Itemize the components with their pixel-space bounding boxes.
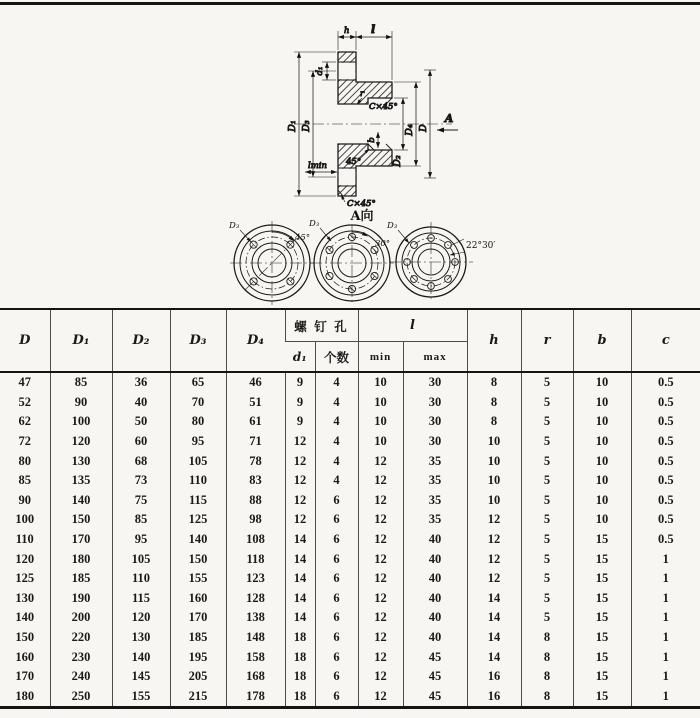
table-cell: 65 xyxy=(170,372,226,393)
table-cell: 60 xyxy=(112,432,170,452)
table-cell: 130 xyxy=(112,628,170,648)
table-cell: 108 xyxy=(226,530,285,550)
table-cell: 90 xyxy=(18,492,31,507)
table-cell: 12 xyxy=(358,589,403,609)
table-row xyxy=(0,451,700,471)
table-cell: 8 xyxy=(521,628,573,648)
table-cell: 10 xyxy=(573,393,631,413)
table-cell: 155 xyxy=(170,569,226,589)
table-cell: 5 xyxy=(521,491,573,511)
col-header-D2: D₂ xyxy=(112,309,170,372)
table-cell: 1 xyxy=(631,647,700,667)
table-cell: 78 xyxy=(226,451,285,471)
table-cell: 35 xyxy=(403,471,467,491)
table-cell: 10 xyxy=(573,491,631,511)
table-row xyxy=(0,589,700,609)
table-cell: 6 xyxy=(315,628,358,648)
dim-label-chamfer-bottom: C×45° xyxy=(347,199,376,209)
table-cell: 12 xyxy=(358,608,403,628)
table-cell: 105 xyxy=(170,451,226,471)
table-cell: 95 xyxy=(170,432,226,452)
table-cell: 4 xyxy=(315,393,358,413)
table-cell: 130 xyxy=(15,590,35,605)
table-cell: 123 xyxy=(226,569,285,589)
table-cell: 120 xyxy=(112,608,170,628)
table-cell: 10 xyxy=(573,451,631,471)
dim-label-r: r xyxy=(360,89,365,99)
table-cell: 12 xyxy=(358,687,403,708)
view1-angle-label: 45° xyxy=(295,233,311,243)
table-cell: 14 xyxy=(285,530,315,550)
table-cell: 30 xyxy=(403,393,467,413)
view3-angle-label: 22°30′ xyxy=(466,241,496,251)
dim-l xyxy=(356,31,392,80)
table-cell: 5 xyxy=(521,412,573,432)
table-cell: 12 xyxy=(285,471,315,491)
table-cell: 0.5 xyxy=(631,412,700,432)
dim-label-lmin: lmin xyxy=(308,161,327,171)
dim-label-45: 45° xyxy=(346,157,362,167)
table-cell: 14 xyxy=(467,608,521,628)
table-row xyxy=(0,530,700,550)
table-cell: 10 xyxy=(467,432,521,452)
table-cell: 5 xyxy=(521,530,573,550)
flange-technical-drawing xyxy=(0,6,700,311)
table-cell: 220 xyxy=(50,628,112,648)
table-row xyxy=(0,491,700,511)
table-cell: 110 xyxy=(112,569,170,589)
col-header-r: r xyxy=(521,309,573,372)
table-cell: 6 xyxy=(315,589,358,609)
table-cell: 12 xyxy=(358,628,403,648)
table-cell: 18 xyxy=(285,628,315,648)
table-cell: 250 xyxy=(50,687,112,708)
table-cell: 47 xyxy=(18,375,31,390)
table-cell: 15 xyxy=(573,667,631,687)
table-cell: 73 xyxy=(112,471,170,491)
table-cell: 16 xyxy=(467,687,521,708)
table-cell: 61 xyxy=(226,412,285,432)
table-cell: 8 xyxy=(467,393,521,413)
table-cell: 40 xyxy=(403,530,467,550)
table-cell: 155 xyxy=(112,687,170,708)
table-cell: 10 xyxy=(467,471,521,491)
table-cell: 12 xyxy=(285,451,315,471)
table-cell: 160 xyxy=(15,649,35,664)
table-cell: 15 xyxy=(573,589,631,609)
table-body xyxy=(0,372,700,708)
table-cell: 160 xyxy=(170,589,226,609)
table-cell: 6 xyxy=(315,549,358,569)
table-cell: 0.5 xyxy=(631,491,700,511)
table-row xyxy=(0,412,700,432)
table-cell: 148 xyxy=(226,628,285,648)
table-cell: 35 xyxy=(403,491,467,511)
table-cell: 14 xyxy=(467,647,521,667)
col-header-D1: D₁ xyxy=(50,309,112,372)
table-cell: 150 xyxy=(50,510,112,530)
table-cell: 170 xyxy=(170,608,226,628)
table-cell: 15 xyxy=(573,608,631,628)
table-cell: 6 xyxy=(315,530,358,550)
table-cell: 6 xyxy=(315,608,358,628)
table-cell: 10 xyxy=(358,412,403,432)
table-cell: 1 xyxy=(631,569,700,589)
table-cell: 6 xyxy=(315,647,358,667)
table-cell: 1 xyxy=(631,549,700,569)
table-row xyxy=(0,471,700,491)
table-cell: 110 xyxy=(15,532,34,547)
table-cell: 0.5 xyxy=(631,471,700,491)
dim-label-chamfer-mid: C×45° xyxy=(369,102,398,112)
table-cell: 10 xyxy=(358,393,403,413)
table-cell: 95 xyxy=(112,530,170,550)
table-row xyxy=(0,608,700,628)
table-cell: 50 xyxy=(112,412,170,432)
col-header-l-min: min xyxy=(358,342,403,373)
table-row xyxy=(0,393,700,413)
table-cell: 115 xyxy=(112,589,170,609)
table-cell: 5 xyxy=(521,432,573,452)
table-cell: 118 xyxy=(226,549,285,569)
table-cell: 12 xyxy=(358,647,403,667)
table-cell: 1 xyxy=(631,608,700,628)
table-cell: 140 xyxy=(170,530,226,550)
table-cell: 8 xyxy=(521,667,573,687)
table-cell: 98 xyxy=(226,510,285,530)
table-cell: 15 xyxy=(573,687,631,708)
table-cell: 12 xyxy=(358,471,403,491)
table-row xyxy=(0,569,700,589)
table-cell: 145 xyxy=(112,667,170,687)
table-cell: 45 xyxy=(403,647,467,667)
table-cell: 15 xyxy=(573,569,631,589)
bolt-pattern-view-8-holes xyxy=(389,222,473,302)
table-cell: 0.5 xyxy=(631,530,700,550)
dim-label-l: l xyxy=(371,23,376,36)
table-cell: 120 xyxy=(15,551,35,566)
dim-label-D: D xyxy=(418,124,429,132)
table-cell: 205 xyxy=(170,667,226,687)
table-cell: 10 xyxy=(573,372,631,393)
table-cell: 180 xyxy=(15,688,35,703)
table-cell: 36 xyxy=(112,372,170,393)
table-cell: 100 xyxy=(50,412,112,432)
table-header xyxy=(0,309,700,372)
table-cell: 40 xyxy=(403,569,467,589)
table-cell: 120 xyxy=(50,432,112,452)
table-cell: 85 xyxy=(112,510,170,530)
table-cell: 6 xyxy=(315,569,358,589)
table-cell: 12 xyxy=(358,549,403,569)
bolt-hole-gap-upper xyxy=(339,63,356,79)
table-cell: 9 xyxy=(285,412,315,432)
table-cell: 6 xyxy=(315,510,358,530)
table-cell: 4 xyxy=(315,451,358,471)
table-cell: 135 xyxy=(50,471,112,491)
dim-label-D3: D₃ xyxy=(301,120,312,132)
table-cell: 10 xyxy=(358,432,403,452)
table-cell: 10 xyxy=(358,372,403,393)
table-cell: 15 xyxy=(573,530,631,550)
view2-diameter-label: D₃ xyxy=(309,219,320,229)
table-cell: 70 xyxy=(170,393,226,413)
cross-section-view xyxy=(287,23,458,209)
table-cell: 12 xyxy=(467,530,521,550)
table-cell: 14 xyxy=(467,628,521,648)
view2-angle-label: 30° xyxy=(375,239,391,249)
table-cell: 12 xyxy=(358,667,403,687)
table-cell: 52 xyxy=(18,394,31,409)
table-cell: 150 xyxy=(15,630,35,645)
bolt-pattern-view-6-holes xyxy=(310,225,394,305)
table-cell: 115 xyxy=(170,491,226,511)
page-top-border xyxy=(0,2,700,5)
table-cell: 10 xyxy=(573,432,631,452)
table-cell: 168 xyxy=(226,667,285,687)
table-cell: 180 xyxy=(50,549,112,569)
view-arrow-label: A xyxy=(444,112,454,125)
table-cell: 30 xyxy=(403,432,467,452)
table-cell: 68 xyxy=(112,451,170,471)
bolt-hole-gap-lower xyxy=(339,169,356,185)
table-cell: 0.5 xyxy=(631,510,700,530)
table-cell: 88 xyxy=(226,491,285,511)
view1-diameter-label: D₃ xyxy=(229,221,240,231)
table-cell: 85 xyxy=(18,473,31,488)
table-cell: 140 xyxy=(15,610,35,625)
table-cell: 45 xyxy=(403,687,467,708)
table-row xyxy=(0,647,700,667)
view3-diameter-label: D₃ xyxy=(387,221,398,231)
table-cell: 12 xyxy=(358,510,403,530)
table-cell: 5 xyxy=(521,589,573,609)
table-cell: 1 xyxy=(631,589,700,609)
table-cell: 40 xyxy=(403,608,467,628)
table-cell: 71 xyxy=(226,432,285,452)
table-cell: 4 xyxy=(315,471,358,491)
table-cell: 215 xyxy=(170,687,226,708)
table-cell: 5 xyxy=(521,393,573,413)
table-cell: 5 xyxy=(521,372,573,393)
table-cell: 9 xyxy=(285,372,315,393)
col-header-b: b xyxy=(573,309,631,372)
col-header-h: h xyxy=(467,309,521,372)
table-cell: 40 xyxy=(403,628,467,648)
table-cell: 105 xyxy=(112,549,170,569)
table-cell: 1 xyxy=(631,628,700,648)
table-cell: 14 xyxy=(285,569,315,589)
table-cell: 1 xyxy=(631,687,700,708)
table-cell: 12 xyxy=(358,491,403,511)
table-cell: 1 xyxy=(631,667,700,687)
table-cell: 10 xyxy=(573,471,631,491)
table-cell: 80 xyxy=(170,412,226,432)
table-cell: 16 xyxy=(467,667,521,687)
col-header-c: c xyxy=(631,309,700,372)
table-cell: 0.5 xyxy=(631,432,700,452)
table-cell: 5 xyxy=(521,569,573,589)
table-cell: 18 xyxy=(285,687,315,708)
table-cell: 14 xyxy=(285,549,315,569)
table-cell: 8 xyxy=(467,372,521,393)
table-cell: 140 xyxy=(112,647,170,667)
table-cell: 18 xyxy=(285,647,315,667)
table-cell: 150 xyxy=(170,549,226,569)
table-cell: 15 xyxy=(573,628,631,648)
table-cell: 0.5 xyxy=(631,393,700,413)
col-header-screw-count: 个数 xyxy=(315,342,358,373)
table-cell: 170 xyxy=(15,669,35,684)
table-cell: 8 xyxy=(467,412,521,432)
table-cell: 5 xyxy=(521,471,573,491)
table-cell: 158 xyxy=(226,647,285,667)
table-cell: 5 xyxy=(521,451,573,471)
table-cell: 15 xyxy=(573,549,631,569)
table-cell: 170 xyxy=(50,530,112,550)
table-cell: 85 xyxy=(50,372,112,393)
table-cell: 128 xyxy=(226,589,285,609)
col-header-D4: D₄ xyxy=(226,309,285,372)
table-cell: 83 xyxy=(226,471,285,491)
table-cell: 35 xyxy=(403,451,467,471)
table-cell: 40 xyxy=(112,393,170,413)
table-row xyxy=(0,510,700,530)
col-header-l: l xyxy=(358,309,467,342)
table-cell: 12 xyxy=(467,510,521,530)
table-cell: 30 xyxy=(403,372,467,393)
table-row xyxy=(0,372,700,393)
table-cell: 80 xyxy=(18,453,31,468)
table-cell: 5 xyxy=(521,608,573,628)
table-cell: 72 xyxy=(18,434,31,449)
table-cell: 14 xyxy=(285,589,315,609)
view-a-title: A向 xyxy=(350,209,374,224)
table-cell: 12 xyxy=(358,530,403,550)
table-row xyxy=(0,432,700,452)
table-cell: 4 xyxy=(315,432,358,452)
table-cell: 12 xyxy=(358,569,403,589)
dim-label-h: h xyxy=(344,26,350,36)
table-cell: 51 xyxy=(226,393,285,413)
table-cell: 8 xyxy=(521,687,573,708)
table-cell: 12 xyxy=(467,569,521,589)
table-cell: 40 xyxy=(403,549,467,569)
table-cell: 45 xyxy=(403,667,467,687)
table-cell: 12 xyxy=(285,491,315,511)
table-cell: 185 xyxy=(170,628,226,648)
table-cell: 14 xyxy=(285,608,315,628)
dim-label-D2: D₂ xyxy=(392,155,403,167)
table-cell: 140 xyxy=(50,491,112,511)
table-cell: 6 xyxy=(315,687,358,708)
col-header-D: D xyxy=(19,333,31,348)
col-header-l-max: max xyxy=(403,342,467,373)
table-cell: 130 xyxy=(50,451,112,471)
dim-label-D1: D₁ xyxy=(287,120,298,132)
table-cell: 110 xyxy=(170,471,226,491)
table-cell: 18 xyxy=(285,667,315,687)
table-cell: 4 xyxy=(315,372,358,393)
table-cell: 10 xyxy=(467,451,521,471)
col-header-screw-d1: d₁ xyxy=(285,342,315,373)
table-cell: 190 xyxy=(50,589,112,609)
dim-label-b: b xyxy=(367,137,377,143)
table-cell: 5 xyxy=(521,549,573,569)
table-cell: 5 xyxy=(521,510,573,530)
table-cell: 138 xyxy=(226,608,285,628)
dim-label-D4: D₄ xyxy=(404,124,415,136)
table-cell: 15 xyxy=(573,647,631,667)
table-cell: 240 xyxy=(50,667,112,687)
table-cell: 12 xyxy=(358,451,403,471)
col-header-D3: D₃ xyxy=(170,309,226,372)
table-cell: 230 xyxy=(50,647,112,667)
table-cell: 4 xyxy=(315,412,358,432)
flange-dimension-table xyxy=(0,308,700,709)
table-cell: 0.5 xyxy=(631,372,700,393)
table-cell: 195 xyxy=(170,647,226,667)
table-cell: 185 xyxy=(50,569,112,589)
table-cell: 9 xyxy=(285,393,315,413)
table-cell: 6 xyxy=(315,667,358,687)
table-cell: 125 xyxy=(15,571,35,586)
table-cell: 0.5 xyxy=(631,451,700,471)
table-cell: 30 xyxy=(403,412,467,432)
table-row xyxy=(0,667,700,687)
table-cell: 200 xyxy=(50,608,112,628)
table-row xyxy=(0,549,700,569)
col-header-screw-holes: 螺 钉 孔 xyxy=(285,309,358,342)
dim-label-d1: d₁ xyxy=(315,66,325,76)
table-cell: 10 xyxy=(573,510,631,530)
table-cell: 40 xyxy=(403,589,467,609)
table-cell: 178 xyxy=(226,687,285,708)
table-row xyxy=(0,628,700,648)
table-cell: 90 xyxy=(50,393,112,413)
table-cell: 12 xyxy=(285,432,315,452)
table-cell: 75 xyxy=(112,491,170,511)
table-cell: 10 xyxy=(573,412,631,432)
table-cell: 12 xyxy=(467,549,521,569)
table-cell: 35 xyxy=(403,510,467,530)
table-row xyxy=(0,687,700,708)
table-cell: 6 xyxy=(315,491,358,511)
table-cell: 8 xyxy=(521,647,573,667)
table-cell: 12 xyxy=(285,510,315,530)
table-cell: 46 xyxy=(226,372,285,393)
table-cell: 62 xyxy=(18,414,31,429)
table-cell: 10 xyxy=(467,491,521,511)
table-cell: 100 xyxy=(15,512,35,527)
table-cell: 125 xyxy=(170,510,226,530)
table-cell: 14 xyxy=(467,589,521,609)
